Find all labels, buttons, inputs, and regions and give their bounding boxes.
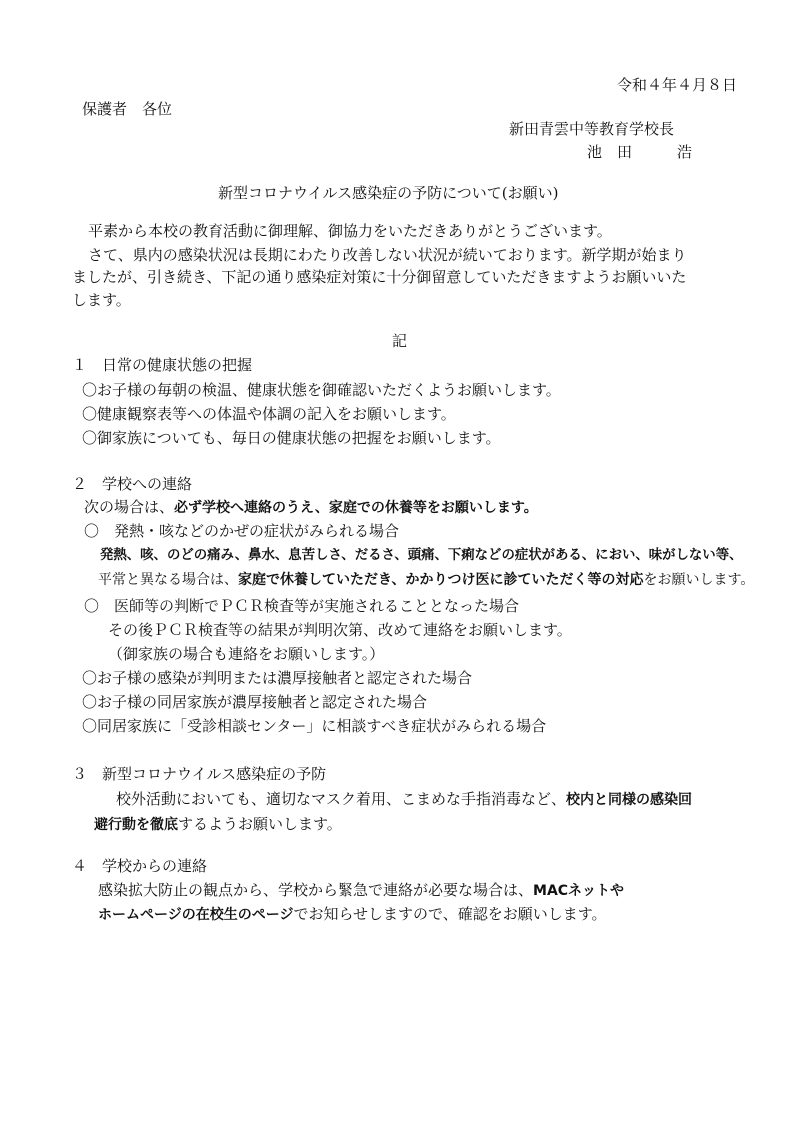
section-2-item: 〇同居家族に「受診相談センター」に相談すべき症状がみられる場合 — [82, 717, 547, 735]
section-1-item: 〇お子様の毎朝の検温、健康状態を御確認いただくようお願いします。 — [82, 381, 561, 399]
section-2-heading: ２ 学校への連絡 — [72, 475, 193, 493]
case-1-response-tail: をお願いします。 — [643, 572, 755, 588]
case-1-response — [98, 572, 754, 589]
section-2-lead — [84, 498, 538, 517]
case-1-response-text: 平常と異なる場合は、 — [98, 572, 238, 588]
case-2-line-1: その後ＰＣＲ検査等の結果が判明次第、改めて連絡をお願いします。 — [108, 621, 572, 639]
intro-line-4: します。 — [72, 291, 131, 309]
section-3-line-1-emphasis: 校内と同様の感染回 — [566, 792, 693, 808]
recipient: 保護者 各位 — [82, 100, 173, 118]
section-4-heading: ４ 学校からの連絡 — [72, 857, 208, 875]
section-3-line-2-text: するようお願いします。 — [178, 815, 342, 833]
section-3-line-2 — [94, 815, 342, 834]
case-1-heading: 〇 発熱・咳などのかぜの症状がみられる場合 — [84, 522, 400, 540]
sender-school: 新田青雲中等教育学校長 — [509, 120, 675, 138]
section-4-line-1 — [98, 881, 624, 900]
section-4-line-2 — [98, 905, 607, 924]
section-2-item: 〇お子様の同居家族が濃厚接触者と認定された場合 — [82, 693, 428, 711]
section-3-heading: ３ 新型コロナウイルス感染症の予防 — [72, 765, 327, 783]
document-title: 新型コロナウイルス感染症の予防について(お願い) — [218, 184, 559, 202]
section-4-line-2-text: でお知らせしますので、確認をお願いします。 — [293, 905, 607, 923]
section-4-line-1-emphasis: MACネットや — [533, 883, 625, 899]
case-2-line-2: （御家族の場合も連絡をお願いします。） — [108, 645, 385, 663]
case-2-heading: 〇 医師等の判断でＰＣＲ検査等が実施されることとなった場合 — [84, 597, 520, 615]
case-1-response-emphasis: 家庭で休養していただき、かかりつけ医に診ていただく等の対応 — [238, 572, 644, 588]
section-2-lead-text: 次の場合は、 — [84, 498, 175, 516]
intro-line-1: 平素から本校の教育活動に御理解、御協力をいただきありがとうございます。 — [88, 222, 612, 240]
intro-line-2: さて、県内の感染状況は長期にわたり改善しない状況が続いております。新学期が始まり — [88, 246, 687, 264]
section-3-line-1-text: 校外活動においても、適切なマスク着用、こまめな手指消毒など、 — [116, 790, 567, 808]
section-3-line-1 — [116, 790, 692, 809]
section-2-lead-emphasis: 必ず学校へ連絡のうえ、家庭での休養等をお願いします。 — [174, 500, 538, 516]
ki-marker: 記 — [392, 332, 408, 350]
sender-name: 池 田 浩 — [587, 143, 693, 161]
case-1-symptoms: 発熱、咳、のどの痛み、鼻水、息苦しさ、だるさ、頭痛、下痢などの症状がある、におい、味がしない等、 — [100, 548, 743, 563]
section-1-item: 〇健康観察表等への体温や体調の記入をお願いします。 — [82, 405, 456, 423]
section-1-item: 〇御家族についても、毎日の健康状態の把握をお願いします。 — [82, 429, 501, 447]
intro-line-3: ましたが、引き続き、下記の通り感染症対策に十分御留意していただきますようお願いいた — [72, 268, 687, 286]
date: 令和４年４月８日 — [617, 76, 738, 94]
section-4-line-1-text: 感染拡大防止の観点から、学校から緊急で連絡が必要な場合は、 — [98, 881, 534, 899]
section-4-line-2-emphasis: ホームページの在校生のページ — [98, 907, 294, 923]
section-2-item: 〇お子様の感染が判明または濃厚接触者と認定された場合 — [82, 669, 473, 687]
section-1-heading: １ 日常の健康状態の把握 — [72, 356, 253, 374]
section-3-line-2-emphasis: 避行動を徹底 — [94, 817, 178, 833]
